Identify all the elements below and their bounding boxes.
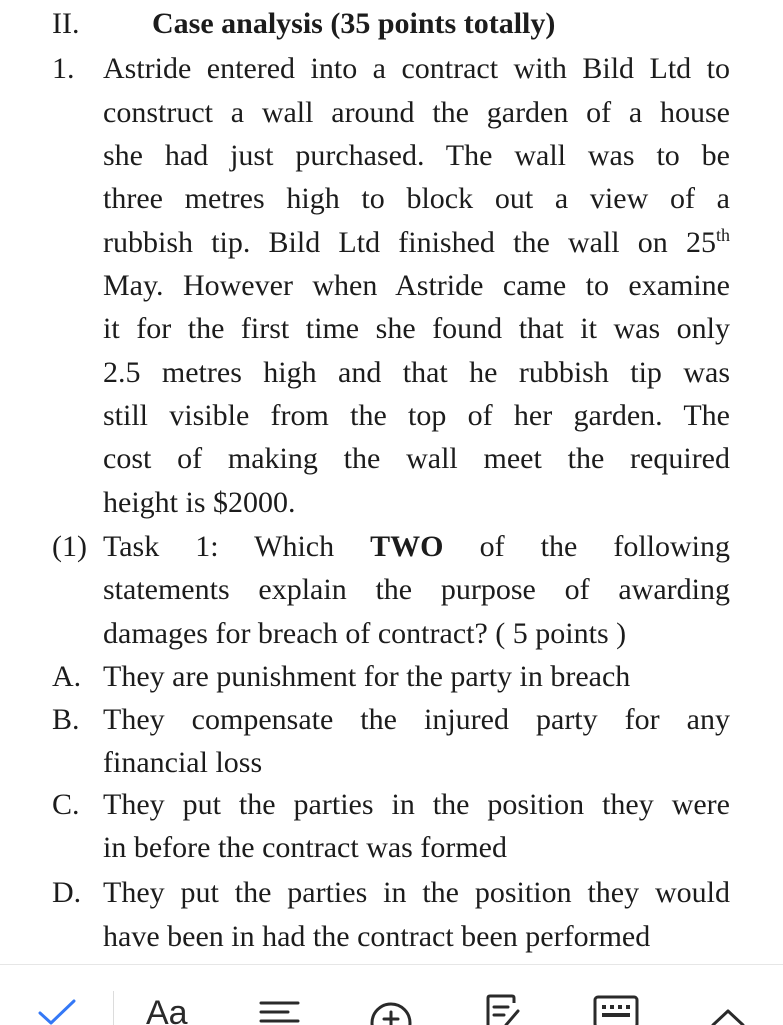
option-c-letter: C. xyxy=(52,788,80,821)
question-line: construct a wall around the garden of a house xyxy=(103,96,730,129)
option-b-letter: B. xyxy=(52,703,80,736)
chevron-up-icon[interactable] xyxy=(708,965,748,1025)
option-c-text: They put the parties in the position they were xyxy=(103,788,730,821)
question-line: cost of making the wall meet the required xyxy=(103,442,730,475)
checkmark-icon[interactable] xyxy=(34,965,80,1025)
keyboard-icon[interactable] xyxy=(592,965,640,1025)
task-number: (1) xyxy=(52,530,87,563)
edit-note-icon[interactable] xyxy=(484,965,524,1025)
font-size-icon: Aa xyxy=(146,994,188,1025)
task-line xyxy=(103,529,730,565)
align-icon[interactable] xyxy=(258,965,302,1025)
section-title: Case analysis (35 points totally) xyxy=(152,7,556,40)
task-line: damages for breach of contract? ( 5 points ) xyxy=(103,617,627,650)
option-d-text: have been in had the contract been performed xyxy=(103,920,651,953)
question-number: 1. xyxy=(52,52,75,85)
editing-toolbar xyxy=(0,964,783,1025)
option-b-text: financial loss xyxy=(103,746,263,779)
date-suffix: th xyxy=(715,225,730,245)
question-line: height is $2000. xyxy=(103,486,296,519)
task-suffix: of the following xyxy=(479,530,731,563)
option-c-text: in before the contract was formed xyxy=(103,831,507,864)
question-line-with-date xyxy=(103,225,730,261)
section-number: II. xyxy=(52,7,80,40)
option-a-letter: A. xyxy=(52,660,82,693)
question-line: three metres high to block out a view of a xyxy=(103,182,730,215)
option-b-text: They compensate the injured party for any xyxy=(103,703,730,736)
question-line: it for the first time she found that it was only xyxy=(103,312,730,345)
question-line: 2.5 metres high and that he rubbish tip was xyxy=(103,356,730,389)
task-prefix: Task 1: Which xyxy=(103,530,335,563)
add-icon[interactable] xyxy=(368,965,414,1025)
question-line: May. However when Astride came to examine xyxy=(103,269,730,302)
question-line: she had just purchased. The wall was to be xyxy=(103,139,730,172)
question-line: still visible from the top of her garden. The xyxy=(103,399,730,432)
toolbar-divider xyxy=(113,991,114,1025)
task-line: statements explain the purpose of awarding xyxy=(103,573,730,606)
question-line-text: rubbish tip. Bild Ltd finished the wall on 25 xyxy=(103,226,716,259)
option-d-text: They put the parties in the position they would xyxy=(103,876,730,909)
task-emphasis: TWO xyxy=(370,530,444,563)
font-size-button[interactable] xyxy=(146,965,196,1025)
option-a-text: They are punishment for the party in breach xyxy=(103,660,631,693)
question-line: Astride entered into a contract with Bild Ltd to xyxy=(103,52,730,85)
option-d-letter: D. xyxy=(52,876,82,909)
